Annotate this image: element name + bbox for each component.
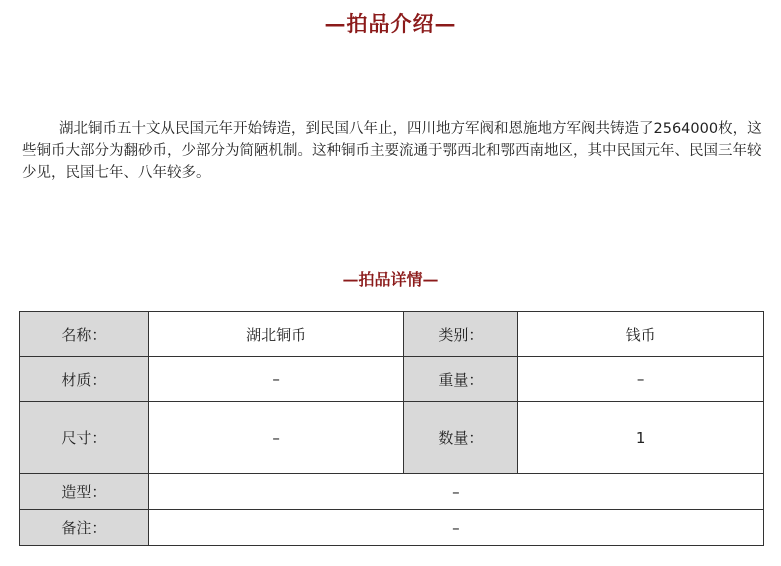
remarks-value: –: [148, 510, 763, 546]
category-value: 钱币: [518, 312, 764, 357]
name-label: 名称：: [20, 312, 149, 357]
shape-label: 造型：: [20, 474, 149, 510]
weight-label: 重量：: [404, 357, 518, 402]
category-label: 类别：: [404, 312, 518, 357]
name-value: 湖北铜币: [148, 312, 404, 357]
remarks-label: 备注：: [20, 510, 149, 546]
size-value: –: [148, 402, 404, 474]
table-row: [20, 474, 764, 510]
details-heading: —拍品详情—: [342, 270, 439, 289]
shape-value: –: [148, 474, 763, 510]
table-row: [20, 510, 764, 546]
table-row: [20, 312, 764, 357]
weight-value: –: [518, 357, 764, 402]
material-label: 材质：: [20, 357, 149, 402]
material-value: –: [148, 357, 404, 402]
table-row: [20, 402, 764, 474]
table-row: [20, 357, 764, 402]
intro-paragraph: 湖北铜币五十文从民国元年开始铸造，到民国八年止，四川地方军阀和恩施地方军阀共铸造了2564000枚，这些铜币大部分为翻砂币，少部分为简陋机制。这种铜币主要流通于鄂西北和鄂西南地区，其中民国元年、民国三年较少见，民国七年、八年较多。: [22, 121, 762, 181]
quantity-label: 数量：: [404, 402, 518, 474]
quantity-value: 1: [518, 402, 764, 474]
size-label: 尺寸：: [20, 402, 149, 474]
details-table: [19, 311, 764, 546]
intro-heading: —拍品介绍—: [324, 11, 457, 36]
